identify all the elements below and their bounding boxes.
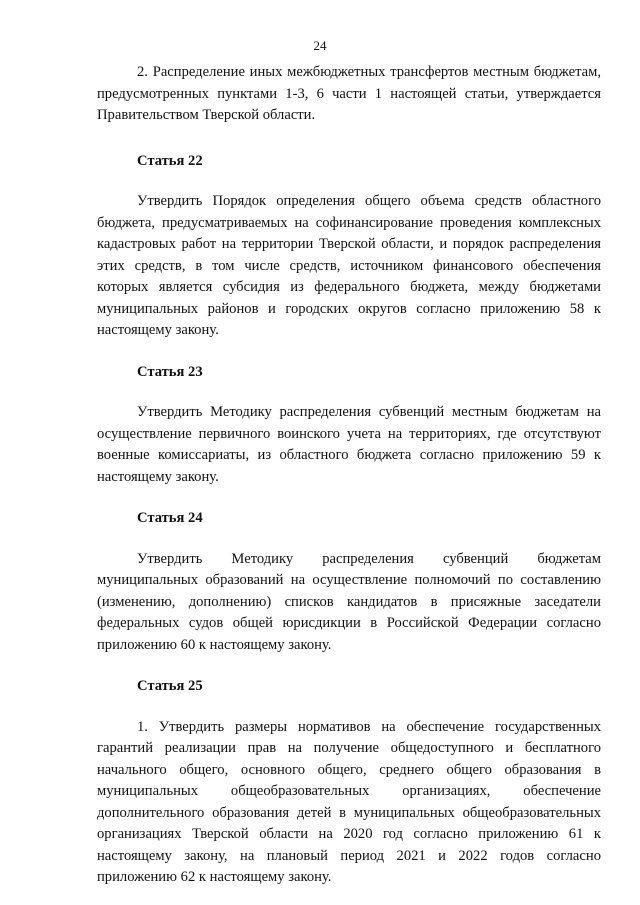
article-23-heading: Статья 23 <box>137 363 203 380</box>
intro-paragraph: 2. Распределение иных межбюджетных трансфертов местным бюджетам, предусмотренных пунктами 1-3, 6 части 1 настоящей статьи, утверждается Правительством Тверской области. <box>97 64 601 123</box>
article-22-text: Утвердить Порядок определения общего объема средств областного бюджета, предусматриваемых на софинансирование проведения комплексных кадастровых работ на территории Тверской области, и порядок распределения этих средств, в том числе средств, источником финансового обеспечения которых является субсидия из федерального бюджета, между бюджетами муниципальных районов и городских округов согласно приложению 58 к настоящему закону. <box>97 193 601 338</box>
article-22-heading: Статья 22 <box>137 152 203 169</box>
article-24-heading: Статья 24 <box>137 510 203 526</box>
article-25-text: 1. Утвердить размеры нормативов на обеспечение государственных гарантий реализации прав на получение общедоступного и бесплатного начального общего, основного общего, среднего общего образования в муниципальных общеобразовательных организациях, обеспечение дополнительного образования детей в муниципальных общеобразовательных организациях Тверской области на 2020 год согласно приложению 61 к настоящему закону, на плановый период 2021 и 2022 годов согласно приложению 62 к настоящему закону. <box>97 718 601 885</box>
article-25-heading: Статья 25 <box>137 678 203 694</box>
article-24-text: Утвердить Методику распределения субвенций бюджетам муниципальных образований на осуществление полномочий по составлению (изменению, дополнению) списков кандидатов в присяжные заседатели федеральных судов общей юрисдикции в Российской Федерации согласно приложению 60 к настоящему закону. <box>97 550 601 653</box>
page-number: 24 <box>313 38 327 53</box>
document-body <box>97 62 601 889</box>
article-23-text: Утвердить Методику распределения субвенций местным бюджетам на осуществление первичного воинского учета на территориях, где отсутствуют военные комиссариаты, из областного бюджета согласно приложению 59 к настоящему закону. <box>97 404 601 485</box>
